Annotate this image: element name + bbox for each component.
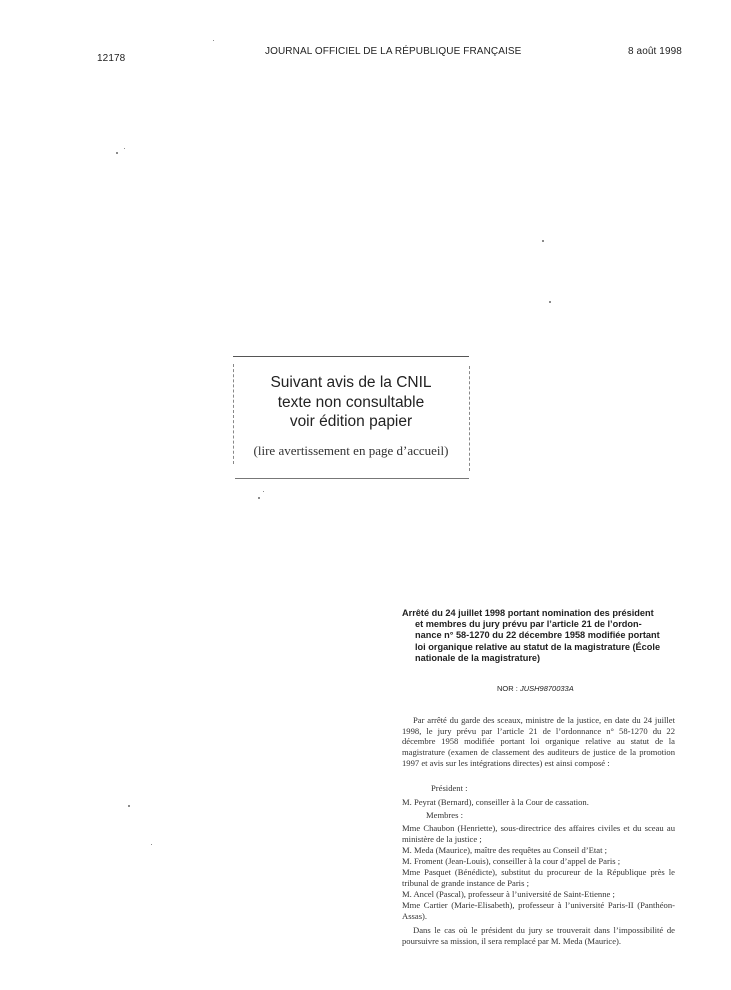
member-text: Mme Chaubon (Henriette), sous-directrice des affaires civiles et du sceau au ministère de la justice ; bbox=[402, 823, 675, 844]
member-text: Mme Pasquet (Bénédicte), substitut du procureur de la République près le tribunal de grande instance de Paris ; bbox=[402, 867, 675, 888]
notice-note: (lire avertissement en page d’accueil) bbox=[253, 443, 449, 458]
notice-line-2: texte non consultable bbox=[277, 394, 425, 411]
member-text: Mme Cartier (Marie-Elisabeth), professeur à l’université Paris-II (Panthéon-Assas). bbox=[402, 900, 675, 921]
closing-text: Dans le cas où le président du jury se trouverait dans l’impossibilité de poursuivre sa mission, il sera remplacé par M. Meda (Maurice). bbox=[402, 925, 675, 946]
member-text: M. Froment (Jean-Louis), conseiller à la cour d’appel de Paris ; bbox=[402, 856, 621, 866]
intro-paragraph bbox=[402, 715, 675, 769]
nor-label: NOR : bbox=[497, 684, 518, 693]
members-heading: Membres : bbox=[426, 810, 463, 820]
nor-reference bbox=[497, 684, 574, 693]
issue-date: 8 août 1998 bbox=[628, 46, 682, 57]
list-item bbox=[402, 867, 675, 888]
president-heading: Président : bbox=[431, 783, 468, 793]
president-text: M. Peyrat (Bernard), conseiller à la Cour de cassation. bbox=[402, 797, 589, 807]
arrete-title-line-1: Arrêté du 24 juillet 1998 portant nomination des président bbox=[402, 608, 654, 618]
page-number: 12178 bbox=[97, 53, 126, 64]
intro-text: Par arrêté du garde des sceaux, ministre de la justice, en date du 24 juillet 1998, le jury prévu par l’article 21 de l’ordonnance n° 58-1270 du 22 décembre 1958 modifiée portant loi organique relative au statut de la magistrature (examen de classement des auditeurs de justice de la promotion 1997 et avis sur les intégrations directes) est ainsi composé : bbox=[402, 715, 675, 768]
list-item bbox=[402, 889, 675, 900]
arrete-title-line-3: nance n° 58-1270 du 22 décembre 1958 modifiée portant bbox=[415, 630, 660, 641]
arrete-title-line-5: nationale de la magistrature) bbox=[415, 652, 541, 663]
box-border-bottom bbox=[235, 478, 469, 479]
list-item bbox=[402, 823, 675, 844]
box-border-top bbox=[233, 356, 469, 357]
member-text: M. Ancel (Pascal), professeur à l’université de Saint-Etienne ; bbox=[402, 889, 615, 899]
nor-code: JUSH9870033A bbox=[519, 684, 574, 693]
arrete-title bbox=[402, 608, 678, 664]
list-item bbox=[402, 856, 675, 867]
cnil-notice-box bbox=[233, 356, 469, 479]
arrete-title-line-4: loi organique relative au statut de la magistrature (École bbox=[415, 641, 661, 652]
president-entry bbox=[402, 797, 675, 808]
list-item bbox=[402, 900, 675, 921]
member-text: M. Meda (Maurice), maître des requêtes au Conseil d’Etat ; bbox=[402, 845, 607, 855]
notice-line-1: Suivant avis de la CNIL bbox=[270, 374, 432, 391]
closing-paragraph bbox=[402, 925, 675, 946]
journal-title: JOURNAL OFFICIEL DE LA RÉPUBLIQUE FRANÇAISE bbox=[265, 46, 522, 57]
notice-line-3: voir édition papier bbox=[289, 413, 413, 430]
box-border-right bbox=[469, 366, 470, 471]
list-item bbox=[402, 845, 675, 856]
arrete-title-line-2: et membres du jury prévu par l’article 21 de l’ordon- bbox=[415, 619, 642, 630]
